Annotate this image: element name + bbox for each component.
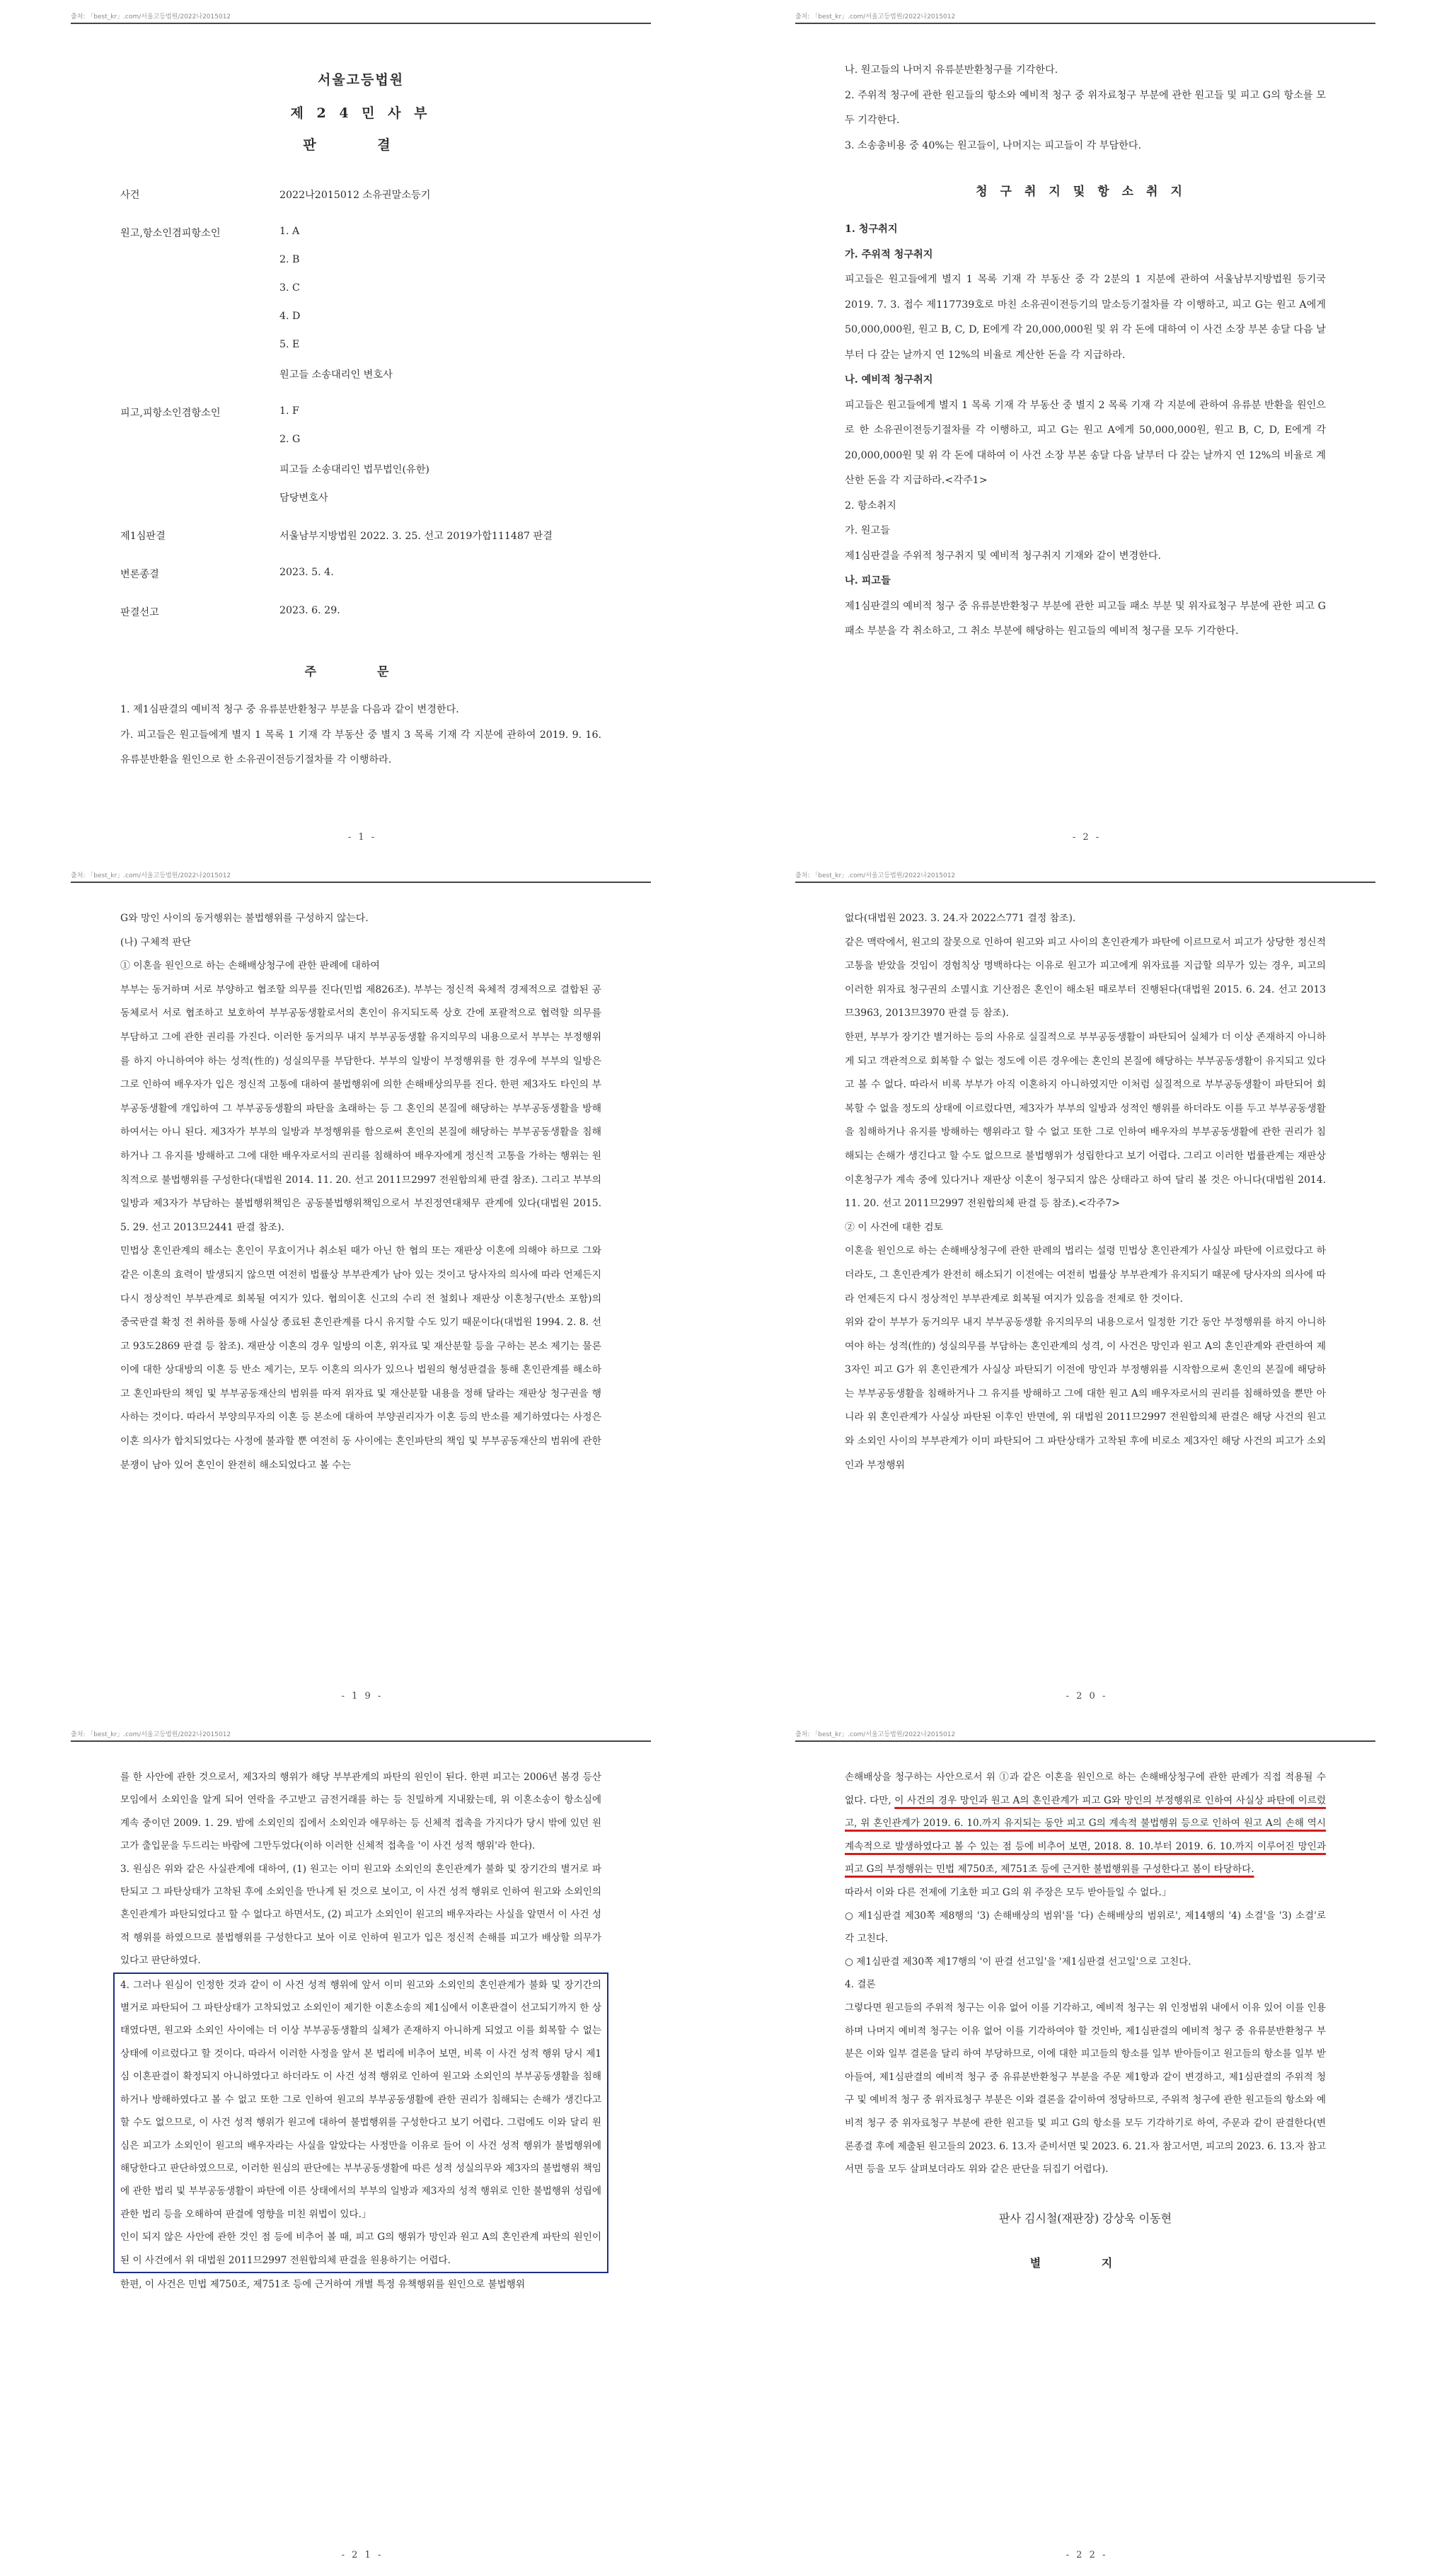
quoted-precedent: 4. 그러나 원심이 인정한 것과 같이 이 사건 성적 행위에 앞서 이미 원고와 소외인의 혼인관계가 불화 및 장기간의 별거로 파탄되어 그 파탄상태가 고착되었고 소외인이 제기한 이혼소송의 제1심에서 이혼판결이 선고되기까지 한 상태였다면, 원고와 소외인 사이에는 더 이상 부부공동생활의 실체가 존재하지 아니하게 되었고 이를 회복할 수 없는 상태에 이르렀다고 할 것이다. 따라서 이러한 사정을 앞서 본 법리에 비추어 보면, 비록 이 사건 성적 행위 당시 제1심 이혼판결이 확정되지 아니하였다고 하더라도 이 사건 성적 행위로 인하여 원고와 소외인의 부부공동생활을 침해하거나 방해하였다고 볼 수 없고 또한 그로 인하여 원고의 부부공동생활에 관한 권리가 침해되는 손해가 생긴다고 할 수도 없으므로, 이 사건 성적 행위가 원고에 대하여 불법행위를 구성한다고 보기 어렵다. 그럼에도 이와 달리 원심은 피고가 소외인이 원고의 배우자라는 사실을 알았다는 사정만을 이유로 들어 이 사건 성적 행위가 불법행위에 해당한다고 판단하였으므로, 이러한 원심의 판단에는 부부공동생활에 따른 성적 성실의무와 제3자의 불법행위 책임에 관한 법리 및 부부공동생활이 파탄에 이른 상태에서의 부부의 일방과 제3자의 성적 행위로 인한 불법행위 성립에 관한 법리 등을 오해하여 판결에 영향을 미친 위법이 있다.」	[120, 1979, 601, 2220]
annex-title: 별 지	[1029, 2256, 1141, 2270]
page-22-text: 손해배상을 청구하는 사안으로서 위 ①과 같은 이혼을 원인으로 하는 손해배상청구에 관한 판례가 직접 적용될 수 없다. 다만, 이 사건의 경우 망인과 원고 A의 혼인관계가 피고 G와 망인의 부정행위로 인하여 사실상 파탄에 이르렀고, 위 혼인관계가 2019. 6. 10.까지 유지되는 동안 피고 G의 계속적 불법행위 등으로 인하여 원고 A의 손해 역시 계속적으로 발생하였다고 볼 수 있는 점 등에 비추어 보면, 2018. 8. 10.부터 2019. 6. 10.까지 이루어진 망인과 피고 G의 부정행위는 민법 제750조, 제751조 등에 근거한 불법행위를 구성한다고 봄이 타당하다. 따라서 이와 다른 전제에 기초한 피고 G의 위 주장은 모두 받아들일 수 없다.」 ○ 제1심판결 제30쪽 제8행의 '3) 손해배상의 범위'를 '다) 손해배상의 범위로', 제14행의 '4) 소결'을 '3) 소결'로 각 고친다. ○ 제1심판결 제30쪽 제17행의 '이 판결 선고일'을 '제1심판결 선고일'으로 고친다. 4. 결론 그렇다면 원고들의 주위적 청구는 이유 없어 이를 기각하고, 예비적 청구는 위 인정범위 내에서 이유 있어 이를 인용하며 나머지 예비적 청구는 이유 없어 이를 기각하여야 할 것인바, 제1심판결의 예비적 청구 중 유류분반환청구 부분은 이와 일부 결론을 달리 하여 부당하므로, 이에 대한 피고들의 항소를 일부 받아들이고 원고들의 항소를 일부 받아들여, 제1심판결의 예비적 청구 중 유류분반환청구 부분을 주문 제1항과 같이 변경하고, 제1심판결의 주위적 청구 및 예비적 청구 중 위자료청구 부분은 이와 결론을 같이하여 정당하므로, 주위적 청구에 관한 원고들의 항소와 예비적 청구 중 위자료청구 부분에 관한 원고들 및 피고 G의 항소를 모두 기각하기로 하여, 주문과 같이 판결한다(변론종결 후에 제출된 원고들의 2023. 6. 13.자 준비서면 및 2023. 6. 21.자 참고서면, 피고의 2023. 6. 13.자 참고서면 등을 모두 살펴보더라도 위와 같은 판단을 뒤집기 어렵다).	[845, 1772, 1326, 2176]
page-number: - 2 -	[1072, 832, 1102, 843]
page-header: 출처: 「best_kr」.com/서울고등법원/2022나2015012	[795, 13, 956, 21]
page-header: 출처: 「best_kr」.com/서울고등법원/2022나2015012	[795, 1731, 956, 1738]
order-continued: 나. 원고들의 나머지 유류분반환청구를 기각한다. 2. 주위적 청구에 관한 원고들의 항소와 예비적 청구 중 위자료청구 부분에 관한 원고들 및 피고 G의 항소를 모두 기각한다. 3. 소송총비용 중 40%는 원고들이, 나머지는 피고들이 각 부담한다.	[845, 64, 1326, 151]
page-number: - 2 0 -	[1066, 1691, 1108, 1702]
plaintiff-1: 1. A	[279, 226, 300, 237]
plaintiff-2: 2. B	[279, 254, 300, 265]
order-text	[120, 698, 601, 773]
defendant-1: 1. F	[279, 405, 299, 417]
judgment-title: 판 결	[303, 137, 419, 153]
claims-text: 1. 청구취지 가. 주위적 청구취지 피고들은 원고들에게 별지 1 목록 기재 각 부동산 중 각 2분의 1 지분에 관하여 서울남부지방법원 등기국 2019. 7. 3. 접수 제117739호로 마친 소유권이전등기의 말소등기절차를 각 이행하고, 피고 G는 원고 A에게 50,000,000원, 원고 B, C, D, E에게 각 20,000,000원 및 위 각 돈에 대하여 이 사건 소장 부본 송달 다음 날부터 다 갚는 날까지 연 12%의 비율로 계산한 돈을 각 지급하라. 나. 예비적 청구취지 피고들은 원고들에게 별지 1 목록 기재 각 부동산 중 별지 2 목록 기재 각 지분에 관하여 유류분 반환을 원인으로 한 소유권이전등기절차를 각 이행하고, 피고 G는 원고 A에게 50,000,000원, 원고 B, C, D, E에게 각 20,000,000원 및 위 각 돈에 대하여 이 사건 소장 부본 송달 다음 날부터 다 갚는 날까지 연 12%의 비율로 계산한 돈을 각 지급하라.<각주1> 2. 항소취지 가. 원고들 제1심판결을 주위적 청구취지 및 예비적 청구취지 기재와 같이 변경한다. 나. 피고들 제1심판결의 예비적 청구 중 유류분반환청구 부분에 관한 피고들 패소 부분 및 위자료청구 부분에 관한 피고 G 패소 부분을 각 취소하고, 그 취소 부분에 해당하는 원고들의 예비적 청구를 모두 기각한다.	[845, 224, 1326, 637]
page-header: 출처: 「best_kr」.com/서울고등법원/2022나2015012	[71, 872, 231, 879]
closing-row: 변론종결 2023. 5. 4.	[120, 567, 334, 580]
page-number: - 1 -	[347, 832, 377, 843]
page-19-text: G와 망인 사이의 동거행위는 불법행위를 구성하지 않는다. (나) 구체적 판단 ① 이혼을 원인으로 하는 손해배상청구에 관한 판례에 대하여 부부는 동거하며 서로 부양하고 협조할 의무를 진다(민법 제826조). 부부는 정신적 육체적 경제적으로 결합된 공동체로서 서로 협조하고 보호하여 부부공동생활로서의 혼인이 유지되도록 상호 간에 포괄적으로 협력할 의무를 부담하고 그에 관한 권리를 가진다. 이러한 동거의무 내지 부부공동생활 유지의무의 내용으로서 부부는 부정행위를 하지 아니하여야 하는 성적(性的) 성실의무를 부담한다. 부부의 일방이 부정행위를 한 경우에 부부의 일방은 그로 인하여 배우자가 입은 정신적 고통에 대하여 불법행위에 의한 손해배상의무를 진다. 한편 제3자도 타인의 부부공동생활에 개입하여 그 부부공동생활의 파탄을 초래하는 등 그 혼인의 본질에 해당하는 부부공동생활을 방해하여서는 아니 된다. 제3자가 부부의 일방과 부정행위를 함으로써 혼인의 본질에 해당하는 부부공동생활을 침해하거나 그 유지를 방해하고 그에 대한 배우자로서의 권리를 침해하여 배우자에게 정신적 고통을 가하는 행위는 원칙적으로 불법행위를 구성한다(대법원 2014. 11. 20. 선고 2011므2997 전원합의체 판결 참조). 그리고 부부의 일방과 제3자가 부담하는 불법행위책임은 공동불법행위책임으로서 부진정연대채무 관계에 있다(대법원 2015. 5. 29. 선고 2013므2441 판결 참조). 민법상 혼인관계의 해소는 혼인이 무효이거나 취소된 때가 아닌 한 협의 또는 재판상 이혼에 의해야 하므로 그와 같은 이혼의 효력이 발생되지 않으면 여전히 법률상 부부관계가 남아 있는 것이고 당사자의 의사에 따라 언제든지 다시 정상적인 부부관계로 회복될 여지가 있다. 협의이혼 신고의 수리 전 철회나 재판상 이혼청구(반소 포함)의 중국판결 확정 전 취하를 통해 사실상 종료된 혼인관계를 다시 유지할 수도 있기 때문이다(대법원 1994. 2. 8. 선고 93도2869 판결 등 참조). 재판상 이혼의 경우 일방의 이혼, 위자료 및 재산분할 등을 구하는 본소 제기는 물론 이에 대한 상대방의 이혼 등 반소 제기는, 모두 이혼의 의사가 있으나 법원의 형성판결을 통해 혼인관계를 해소하고 혼인파탄의 책임 및 부부공동재산의 범위를 따져 위자료 및 재산분할 내용을 정해 달라는 재판상 청구권을 행사하는 것이다. 따라서 부양의무자의 이혼 등 본소에 대하여 부양권리자가 이혼 등의 반소를 제기하였다는 사정은 이혼 의사가 합치되었다는 사정에 불과할 뿐 여전히 동 사이에는 혼인파탄의 책임 및 부부공동재산의 범위에 관한 분쟁이 남아 있어 혼인이 완전히 해소되었다고 볼 수는	[120, 913, 601, 1471]
header-rule	[795, 1740, 1375, 1742]
header-rule	[71, 882, 651, 883]
page-20-text: 없다(대법원 2023. 3. 24.자 2022스771 결정 참조). 같은 맥락에서, 원고의 잘못으로 인하여 원고와 피고 사이의 혼인관계가 파탄에 이르므로서 피고가 상당한 정신적 고통을 받았을 것임이 경험칙상 명백하다는 이유로 원고가 피고에게 위자료를 지급할 의무가 있는 경우, 피고의 이러한 위자료 청구권의 소멸시효 기산점은 혼인이 해소된 때로부터 진행된다(대법원 2015. 6. 24. 선고 2013므3963, 2013므3970 판결 등 참조). 한편, 부부가 장기간 별거하는 등의 사유로 실질적으로 부부공동생활이 파탄되어 실체가 더 이상 존재하지 아니하게 되고 객관적으로 회복할 수 없는 정도에 이른 경우에는 혼인의 본질에 해당하는 부부공동생활이 유지되고 있다고 볼 수 없다. 따라서 비록 부부가 아직 이혼하지 아니하였지만 이처럼 실질적으로 부부공동생활이 파탄되어 회복할 수 없을 정도의 상태에 이르렀다면, 제3자가 부부의 일방과 성적인 행위를 하더라도 이를 두고 부부공동생활을 침해하거나 유지를 방해하는 행위라고 할 수 없고 또한 그로 인하여 배우자의 부부공동생활에 관한 권리가 침해되는 손해가 생긴다고 할 수도 없으므로 불법행위가 성립한다고 보기 어렵다. 그리고 이러한 법률관계는 재판상 이혼청구가 계속 중에 있다거나 재판상 이혼이 청구되지 않은 상태라고 하여 달리 볼 것은 아니다(대법원 2014. 11. 20. 선고 2011므2997 전원합의체 판결 등 참조).<각주7> ② 이 사건에 대한 검토 이혼을 원인으로 하는 손해배상청구에 관한 판례의 법리는 설령 민법상 혼인관계가 사실상 파탄에 이르렀다고 하더라도, 그 혼인관계가 완전히 해소되기 이전에는 여전히 법률상 부부관계가 유지되기 때문에 당사자의 의사에 따라 언제든지 다시 정상적인 부부관계로 회복될 여지가 있음을 전제로 한 것이다. 위와 같이 부부가 동거의무 내지 부부공동생활 유지의무의 내용으로서 일정한 기간 동안 부정행위를 하지 아니하여야 하는 성적(性的) 성실의무를 부담하는 혼인관계의 성격, 이 사건은 망인과 원고 A의 혼인관계와 관련하여 제3자인 피고 G가 위 혼인관계가 사실상 파탄되기 이전에 망인과 부정행위를 시작함으로써 혼인의 본질에 해당하는 부부공동생활을 침해하거나 그 유지를 방해하고 그에 대한 원고 A의 배우자로서의 권리를 침해하였을 뿐만 아니라 위 혼인관계가 사실상 파탄된 이후인 반면에, 위 대법원 2011므2997 전원합의체 판결은 해당 사건의 원고와 소외인 사이의 부부관계가 이미 파탄되어 그 파탄상태가 고착된 후에 비로소 제3자인 해당 사건의 피고가 소외인과 부정행위	[845, 913, 1326, 1471]
page-header: 출처: 「best_kr」.com/서울고등법원/2022나2015012	[795, 872, 956, 879]
page-number: - 2 2 -	[1066, 2550, 1108, 2560]
plaintiff-4: 4. D	[279, 311, 301, 322]
quoted-conclusion: 인이 되지 않은 사안에 관한 것인 점 등에 비추어 볼 때, 피고 G의 행위가 망인과 원고 A의 혼인관계 파탄의 원인이 된 이 사건에서 위 대법원 2011므2997 전원합의체 판결을 원용하기는 어렵다.	[120, 2231, 601, 2266]
document-page-21	[0, 1718, 724, 2576]
division-name: 제 2 4 민 사 부	[290, 105, 432, 121]
highlighted-holding: 이 사건의 경우 망인과 원고 A의 혼인관계가 피고 G와 망인의 부정행위로 인하여 사실상 파탄에 이르렀고, 위 혼인관계가 2019. 6. 10.까지 유지되는 동안 피고 G의 계속적 불법행위 등으로 인하여 원고 A의 손해 역시 계속적으로 발생하였다고 볼 수 있는 점 등에 비추어 보면, 2018. 8. 10.부터 2019. 6. 10.까지 이루어진 망인과 피고 G의 부정행위는 민법 제750조, 제751조 등에 근거한 불법행위를 구성한다고 봄이 타당하다.	[845, 1794, 1326, 1876]
defendant-rep: 피고들 소송대리인 법무법인(유한)	[279, 464, 429, 475]
ruling-row: 판결선고 2023. 6. 29.	[120, 605, 340, 618]
page-number: - 1 9 -	[341, 1691, 383, 1702]
document-page-1	[0, 0, 724, 858]
defendant-rep-2: 담당변호사	[279, 492, 328, 504]
court-name: 서울고등법원	[317, 72, 405, 88]
header-rule	[795, 882, 1375, 883]
header-rule	[795, 23, 1375, 24]
document-page-19	[0, 859, 724, 1717]
first-instance-row: 제1심판결 서울남부지방법원 2022. 3. 25. 선고 2019가합111487 판결	[120, 531, 553, 542]
plaintiff-row: 원고,항소인겸피항소인 1. A 2. B 3. C 4. D 5. E 원고들 소송대리인 변호사	[120, 226, 601, 395]
plaintiff-rep: 원고들 소송대리인 변호사	[279, 369, 393, 381]
order-line-2: 가. 피고들은 원고들에게 별지 1 목록 1 기재 각 부동산 중 별지 3 목록 기재 각 지분에 관하여 2019. 9. 16. 유류분반환을 원인으로 한 소유권이전등기절차를 각 이행하라.	[120, 729, 601, 766]
page-number: - 2 1 -	[341, 2550, 383, 2560]
document-page-2	[724, 0, 1449, 858]
case-info	[120, 187, 601, 633]
page-header: 출처: 「best_kr」.com/서울고등법원/2022나2015012	[71, 13, 231, 21]
document-page-20	[724, 859, 1449, 1717]
case-row: 사건 2022나2015012 소유권말소등기	[120, 190, 431, 201]
order-line-1: 1. 제1심판결의 예비적 청구 중 유류분반환청구 부분을 다음과 같이 변경한다.	[120, 704, 459, 715]
judges-signature: 판사 김시철(재판장) 강상욱 이동현	[998, 2211, 1172, 2225]
page-21-text: 를 한 사안에 관한 것으로서, 제3자의 행위가 해당 부부관계의 파탄의 원인이 된다. 한편 피고는 2006년 봄경 등산모임에서 소외인을 알게 되어 연락을 주고받고 금전거래를 하는 등 친밀하게 지내왔는데, 위 이혼소송이 항소심에 계속 중이던 2009. 1. 29. 밤에 소외인의 집에서 소외인과 애무하는 등 신체적 접촉을 가지다가 당시 밖에 있던 원고가 출입문을 두드리는 바람에 그만두었다(이하 이러한 신체적 접촉을 '이 사건 성적 행위'라 한다). 3. 원심은 위와 같은 사실관계에 대하여, (1) 원고는 이미 원고와 소외인의 혼인관계가 불화 및 장기간의 별거로 파탄되고 그 파탄상태가 고착된 후에 소외인을 만나게 된 것으로 보이고, 이 사건 성적 행위로 인하여 원고와 소외인의 혼인관계가 파탄되었다고 할 수 없다고 하면서도, (2) 피고가 소외인이 원고의 배우자라는 사실을 알면서 이 사건 성적 행위를 하였으므로 불법행위를 구성한다고 보아 이로 인하여 원고가 입은 정신적 손해를 피고가 배상할 의무가 있다고 판단하였다. 4. 그러나 원심이 인정한 것과 같이 이 사건 성적 행위에 앞서 이미 원고와 소외인의 혼인관계가 불화 및 장기간의 별거로 파탄되어 그 파탄상태가 고착되었고 소외인이 제기한 이혼소송의 제1심에서 이혼판결이 선고되기까지 한 상태였다면, 원고와 소외인 사이에는 더 이상 부부공동생활의 실체가 존재하지 아니하게 되었고 이를 회복할 수 없는 상태에 이르렀다고 할 것이다. 따라서 이러한 사정을 앞서 본 법리에 비추어 보면, 비록 이 사건 성적 행위 당시 제1심 이혼판결이 확정되지 아니하였다고 하더라도 이 사건 성적 행위로 인하여 원고와 소외인의 부부공동생활을 침해하거나 방해하였다고 볼 수 없고 또한 그로 인하여 원고의 부부공동생활에 관한 권리가 침해되는 손해가 생긴다고 할 수도 없으므로, 이 사건 성적 행위가 원고에 대하여 불법행위를 구성한다고 보기 어렵다. 그럼에도 이와 달리 원심은 피고가 소외인이 원고의 배우자라는 사실을 알았다는 사정만을 이유로 들어 이 사건 성적 행위가 불법행위에 해당한다고 판단하였으므로, 이러한 원심의 판단에는 부부공동생활에 따른 성적 성실의무와 제3자의 불법행위 책임에 관한 법리 및 부부공동생활이 파탄에 이른 상태에서의 부부의 일방과 제3자의 성적 행위로 인한 불법행위 성립에 관한 법리 등을 오해하여 판결에 영향을 미친 위법이 있다.」 인이 되지 않은 사안에 관한 것인 점 등에 비추어 볼 때, 피고 G의 행위가 망인과 원고 A의 혼인관계 파탄의 원인이 된 이 사건에서 위 대법원 2011므2997 전원합의체 판결을 원용하기는 어렵다. 한편, 이 사건은 민법 제750조, 제751조 등에 근거하여 개별 특정 유책행위를 원인으로 불법행위	[120, 1766, 601, 2296]
document-page-22	[724, 1718, 1449, 2576]
plaintiff-5: 5. E	[279, 339, 300, 350]
plaintiff-3: 3. C	[279, 282, 300, 294]
header-rule	[71, 23, 651, 24]
page-header: 출처: 「best_kr」.com/서울고등법원/2022나2015012	[71, 1731, 231, 1738]
order-title: 주 문	[304, 665, 417, 679]
header-rule	[71, 1740, 651, 1742]
defendant-2: 2. G	[279, 434, 301, 445]
claims-title: 청구취지및항소취지	[976, 185, 1195, 199]
quoted-precedent-box	[113, 1973, 608, 2273]
defendant-row: 피고,피항소인겸항소인 1. F 2. G 피고들 소송대리인 법무법인(유한) 담당변호사	[120, 405, 601, 519]
